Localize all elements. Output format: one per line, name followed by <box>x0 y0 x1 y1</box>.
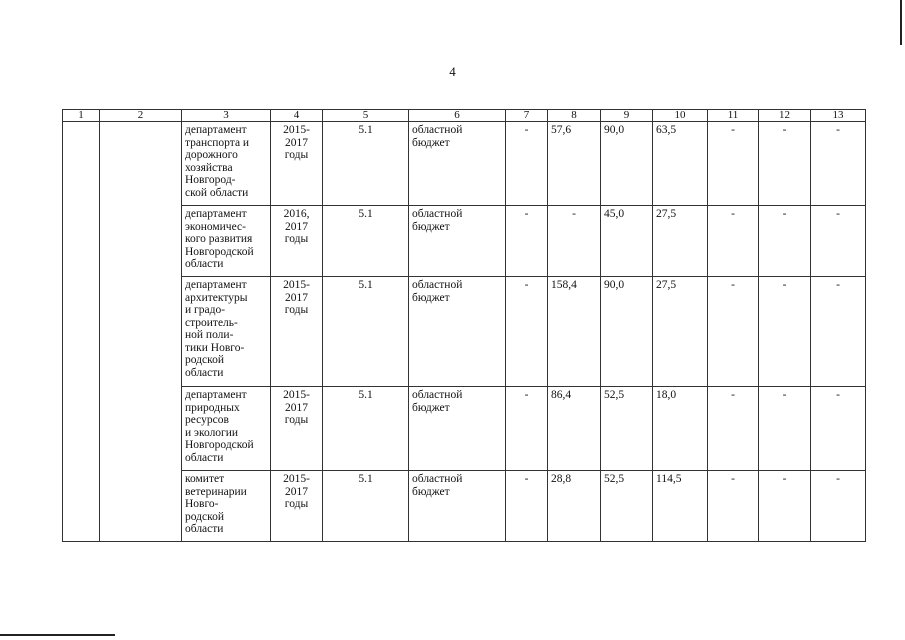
value-cell: - <box>708 471 759 542</box>
column-header: 5 <box>323 110 409 122</box>
value-cell: 63,5 <box>653 122 708 206</box>
scan-edge-mark <box>900 0 902 45</box>
column-header: 3 <box>182 110 271 122</box>
value-cell: - <box>811 387 866 471</box>
value-cell: - <box>811 122 866 206</box>
funding-source-cell: областной бюджет <box>409 387 506 471</box>
value-cell: - <box>811 277 866 387</box>
value-cell: - <box>708 277 759 387</box>
period-cell: 2015- 2017 годы <box>271 471 323 542</box>
table-row <box>63 206 866 277</box>
period-cell: 2015- 2017 годы <box>271 277 323 387</box>
value-cell: 28,8 <box>548 471 601 542</box>
target-cell: 5.1 <box>323 122 409 206</box>
value-cell: 45,0 <box>601 206 653 277</box>
column-header: 7 <box>506 110 548 122</box>
target-cell: 5.1 <box>323 277 409 387</box>
executor-cell: департамент транспорта и дорожного хозяйства Новгород- ской области <box>182 122 271 206</box>
table-row <box>63 387 866 471</box>
value-cell: 114,5 <box>653 471 708 542</box>
value-cell: - <box>708 122 759 206</box>
period-cell: 2016, 2017 годы <box>271 206 323 277</box>
value-cell: - <box>759 277 811 387</box>
value-cell: - <box>506 471 548 542</box>
column-header: 9 <box>601 110 653 122</box>
funding-source-cell: областной бюджет <box>409 471 506 542</box>
value-cell: 57,6 <box>548 122 601 206</box>
target-cell: 5.1 <box>323 206 409 277</box>
value-cell: - <box>506 387 548 471</box>
executor-cell: департамент природных ресурсов и экологии Новгородской области <box>182 387 271 471</box>
column-header: 13 <box>811 110 866 122</box>
value-cell: - <box>708 206 759 277</box>
value-cell: - <box>548 206 601 277</box>
program-table <box>62 109 866 542</box>
value-cell: 90,0 <box>601 122 653 206</box>
value-cell: - <box>759 122 811 206</box>
funding-source-cell: областной бюджет <box>409 122 506 206</box>
merged-cell-col1 <box>63 122 100 542</box>
table-row <box>63 122 866 206</box>
value-cell: 158,4 <box>548 277 601 387</box>
value-cell: 52,5 <box>601 471 653 542</box>
value-cell: - <box>759 206 811 277</box>
table-row <box>63 471 866 542</box>
funding-source-cell: областной бюджет <box>409 277 506 387</box>
funding-source-cell: областной бюджет <box>409 206 506 277</box>
value-cell: 27,5 <box>653 277 708 387</box>
value-cell: - <box>506 277 548 387</box>
target-cell: 5.1 <box>323 387 409 471</box>
value-cell: - <box>759 471 811 542</box>
target-cell: 5.1 <box>323 471 409 542</box>
value-cell: - <box>811 471 866 542</box>
column-header: 10 <box>653 110 708 122</box>
column-number-row <box>63 110 866 122</box>
merged-cell-col2 <box>100 122 182 542</box>
column-header: 4 <box>271 110 323 122</box>
value-cell: 18,0 <box>653 387 708 471</box>
value-cell: - <box>506 122 548 206</box>
period-cell: 2015- 2017 годы <box>271 122 323 206</box>
value-cell: - <box>506 206 548 277</box>
value-cell: 86,4 <box>548 387 601 471</box>
executor-cell: департамент экономичес- кого развития Новгородской области <box>182 206 271 277</box>
period-cell: 2015- 2017 годы <box>271 387 323 471</box>
value-cell: 27,5 <box>653 206 708 277</box>
value-cell: 52,5 <box>601 387 653 471</box>
value-cell: - <box>811 206 866 277</box>
column-header: 1 <box>63 110 100 122</box>
executor-cell: комитет ветеринарии Новго- родской области <box>182 471 271 542</box>
page-number: 4 <box>449 64 456 79</box>
footnote-rule <box>0 634 115 636</box>
column-header: 8 <box>548 110 601 122</box>
value-cell: 90,0 <box>601 277 653 387</box>
value-cell: - <box>708 387 759 471</box>
value-cell: - <box>759 387 811 471</box>
table-row <box>63 277 866 387</box>
column-header: 2 <box>100 110 182 122</box>
column-header: 11 <box>708 110 759 122</box>
executor-cell: департамент архитектуры и градо- строитель- ной поли- тики Новго- родской области <box>182 277 271 387</box>
column-header: 12 <box>759 110 811 122</box>
column-header: 6 <box>409 110 506 122</box>
